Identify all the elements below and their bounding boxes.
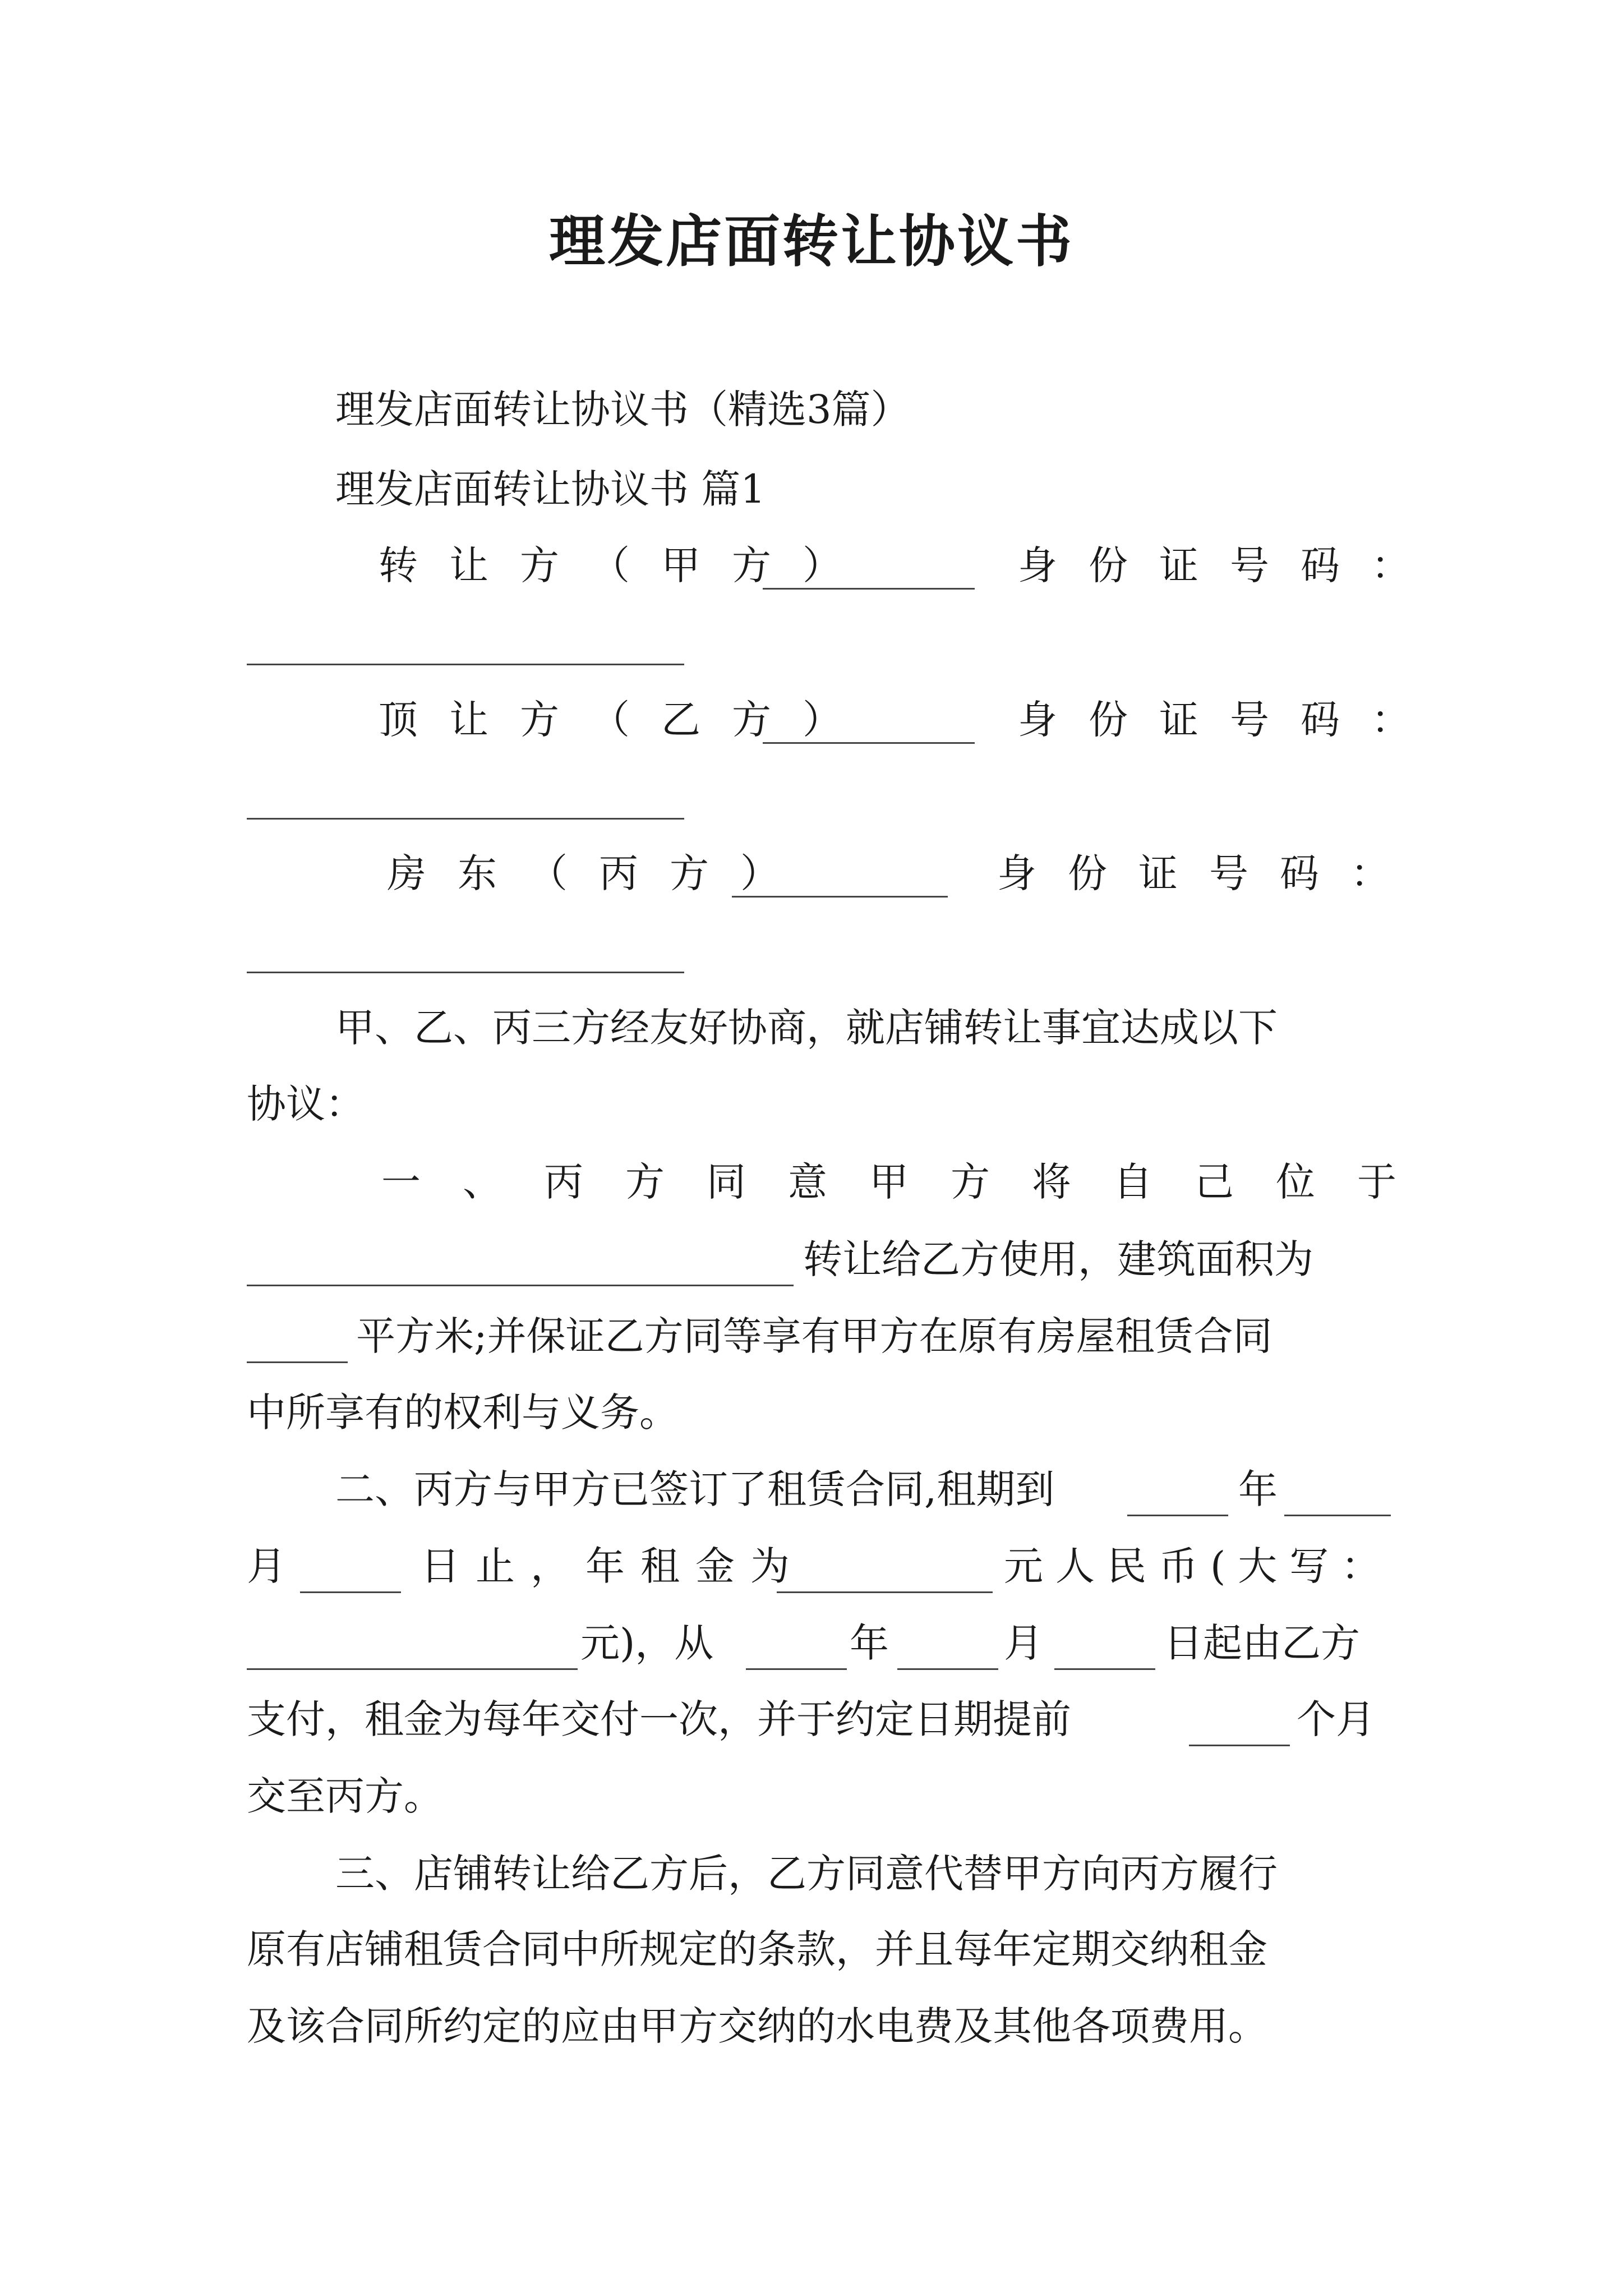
clause2-line-3b: 年 <box>850 1620 889 1666</box>
clause2-line-2a: 月 <box>247 1543 286 1589</box>
rent-in-words-blank <box>247 1668 578 1670</box>
lease-end-year-blank <box>1127 1515 1228 1516</box>
landlord-label: 房东（丙方） <box>387 850 811 896</box>
transferee-id-blank <box>247 818 684 820</box>
clause1-char: 自 <box>1113 1159 1152 1205</box>
advance-months-blank <box>1189 1745 1290 1746</box>
clause1-char: 位 <box>1276 1159 1315 1205</box>
clause1-line-4: 中所享有的权利与义务。 <box>247 1389 679 1435</box>
clause2-line-5: 交至丙方。 <box>247 1773 443 1819</box>
clause1-char: 丙 <box>544 1159 583 1205</box>
clause1-char: 意 <box>788 1159 827 1205</box>
start-month-blank <box>897 1668 998 1670</box>
location-blank <box>247 1285 794 1286</box>
annual-rent-blank <box>777 1591 993 1593</box>
lease-end-month-blank <box>1284 1515 1391 1516</box>
clause1-char: 、 <box>463 1159 502 1205</box>
transferor-id-label: 身份证号码： <box>1018 542 1442 588</box>
landlord-id-label: 身份证号码： <box>997 850 1421 896</box>
clause1-char: 方 <box>625 1159 665 1205</box>
clause3-line-3: 及该合同所约定的应由甲方交纳的水电费及其他各项费用。 <box>247 2003 1267 2049</box>
clause2-line-3c: 月 <box>1004 1620 1043 1666</box>
clause2-line-3d: 日起由乙方 <box>1164 1620 1360 1666</box>
transferor-label: 转让方（甲方） <box>379 542 873 588</box>
transferee-id-label: 身份证号码： <box>1018 697 1442 743</box>
clause1-line-2: 转让给乙方使用，建筑面积为 <box>803 1236 1313 1282</box>
clause2-line-1b: 年 <box>1238 1466 1278 1512</box>
clause3-line-1: 三、店铺转让给乙方后，乙方同意代替甲方向丙方履行 <box>335 1851 1278 1897</box>
area-blank <box>247 1361 348 1363</box>
clause1-char: 将 <box>1032 1159 1071 1205</box>
transferor-name-blank <box>763 588 975 590</box>
clause1-line-1 <box>381 1154 1396 1210</box>
section-heading: 理发店面转让协议书 篇1 <box>335 466 766 512</box>
document-title: 理发店面转让协议书 <box>549 208 1074 274</box>
transferee-name-blank <box>763 742 975 744</box>
subtitle: 理发店面转让协议书（精选3篇） <box>335 386 910 432</box>
clause3-line-2: 原有店铺租赁合同中所规定的条款，并且每年定期交纳租金 <box>247 1926 1267 1972</box>
clause2-line-3a: 元)，从 <box>580 1620 714 1666</box>
clause1-char: 于 <box>1357 1159 1396 1205</box>
clause2-line-1a: 二、丙方与甲方已签订了租赁合同,租期到 <box>335 1466 1055 1512</box>
clause1-char: 一 <box>381 1159 421 1205</box>
clause1-char: 己 <box>1195 1159 1234 1205</box>
clause1-line-3: 平方米;并保证乙方同等享有甲方在原有房屋租赁合同 <box>356 1313 1272 1359</box>
intro-line-2: 协议： <box>247 1081 365 1127</box>
start-year-blank <box>746 1668 847 1670</box>
clause2-line-2c: 元人民币(大写： <box>1004 1543 1393 1589</box>
transferor-id-blank <box>247 664 684 665</box>
clause1-char: 方 <box>951 1159 990 1205</box>
clause2-line-2b: 日止，年租金为 <box>421 1543 805 1589</box>
clause1-char: 同 <box>707 1159 746 1205</box>
clause2-line-4a: 支付，租金为每年交付一次，并于约定日期提前 <box>247 1696 1071 1742</box>
transferee-label: 顶让方（乙方） <box>379 697 873 743</box>
landlord-name-blank <box>732 896 948 898</box>
clause1-char: 甲 <box>869 1159 909 1205</box>
landlord-id-blank <box>247 972 684 973</box>
intro-line-1: 甲、乙、丙三方经友好协商，就店铺转让事宜达成以下 <box>335 1005 1278 1051</box>
lease-end-day-blank <box>300 1591 401 1593</box>
start-day-blank <box>1054 1668 1155 1670</box>
clause2-line-4b: 个月 <box>1297 1696 1375 1742</box>
